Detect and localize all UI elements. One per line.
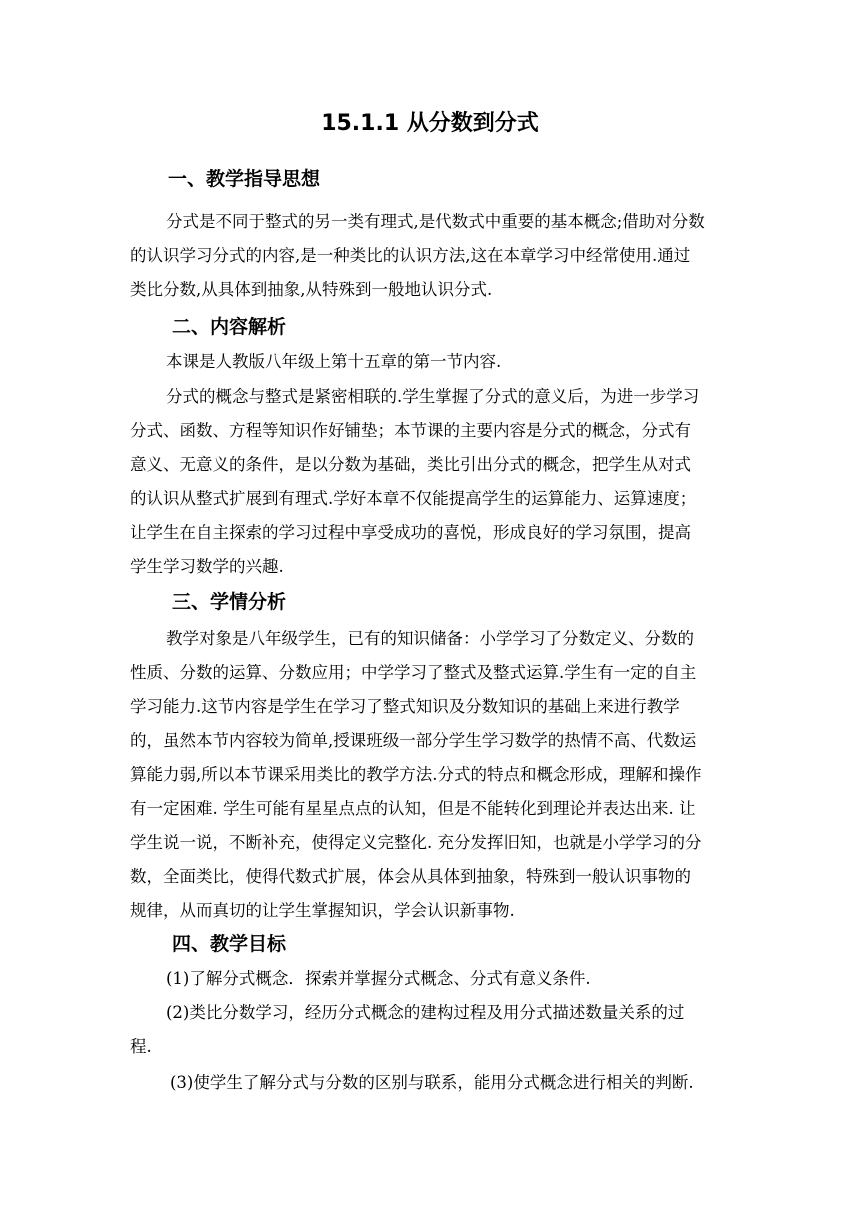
paragraph-line: 数，全面类比，使得代数式扩展，体会从具体到抽象，特殊到一般认识事物的 xyxy=(130,867,691,886)
paragraph-line: 让学生在自主探索的学习过程中享受成功的喜悦，形成良好的学习氛围，提高 xyxy=(130,523,691,542)
section-heading-teaching-objectives: 四、教学目标 xyxy=(172,933,287,955)
paragraph-line: 学习能力.这节内容是学生在学习了整式知识及分数知识的基础上来进行教学 xyxy=(130,697,680,716)
paragraph-line: 的，虽然本节内容较为简单,授课班级一部分学生学习数学的热情不高、代数运 xyxy=(130,731,697,750)
section-heading-content-analysis: 二、内容解析 xyxy=(172,316,287,338)
paragraph-line: 本课是人教版八年级上第十五章的第一节内容. xyxy=(166,352,502,371)
paragraph-line: 算能力弱,所以本节课采用类比的教学方法.分式的特点和概念形成，理解和操作 xyxy=(130,765,702,784)
objective-item: (1)了解分式概念．探索并掌握分式概念、分式有意义条件. xyxy=(166,969,591,988)
paragraph-line: 教学对象是八年级学生，已有的知识储备：小学学习了分数定义、分数的 xyxy=(166,629,694,648)
paragraph-line: 类比分数,从具体到抽象,从特殊到一般地认识分式. xyxy=(130,280,493,299)
paragraph-line: 学生说一说，不断补充，使得定义完整化. 充分发挥旧知，也就是小学学习的分 xyxy=(130,833,702,852)
paragraph-line: 学生学习数学的兴趣. xyxy=(130,557,284,576)
objective-item: 程. xyxy=(130,1037,152,1056)
paragraph-line: 性质、分数的运算、分数应用；中学学习了整式及整式运算.学生有一定的自主 xyxy=(130,663,697,682)
section-heading-guiding-thought: 一、教学指导思想 xyxy=(168,168,321,190)
paragraph-line: 分式、函数、方程等知识作好铺垫；本节课的主要内容是分式的概念，分式有 xyxy=(130,421,691,440)
paragraph-line: 意义、无意义的条件，是以分数为基础，类比引出分式的概念，把学生从对式 xyxy=(130,455,691,474)
page-title: 15.1.1 从分数到分式 xyxy=(321,111,539,136)
paragraph-line: 的认识从整式扩展到有理式.学好本章不仅能提高学生的运算能力、运算速度； xyxy=(130,489,697,508)
paragraph-line: 规律，从而真切的让学生掌握知识，学会认识新事物. xyxy=(130,901,515,920)
objective-item: (3)使学生了解分式与分数的区别与联系，能用分式概念进行相关的判断. xyxy=(170,1073,694,1092)
paragraph-line: 有一定困难. 学生可能有星星点点的认知，但是不能转化到理论并表达出来. 让 xyxy=(130,799,696,818)
paragraph-line: 分式的概念与整式是紧密相联的.学生掌握了分式的意义后，为进一步学习 xyxy=(166,387,700,406)
paragraph-line: 分式是不同于整式的另一类有理式,是代数式中重要的基本概念;借助对分数 xyxy=(166,212,705,231)
objective-item: (2)类比分数学习，经历分式概念的建构过程及用分式描述数量关系的过 xyxy=(166,1003,685,1022)
section-heading-learner-analysis: 三、学情分析 xyxy=(172,591,287,613)
paragraph-line: 的认识学习分式的内容,是一种类比的认识方法,这在本章学习中经常使用.通过 xyxy=(130,246,691,265)
